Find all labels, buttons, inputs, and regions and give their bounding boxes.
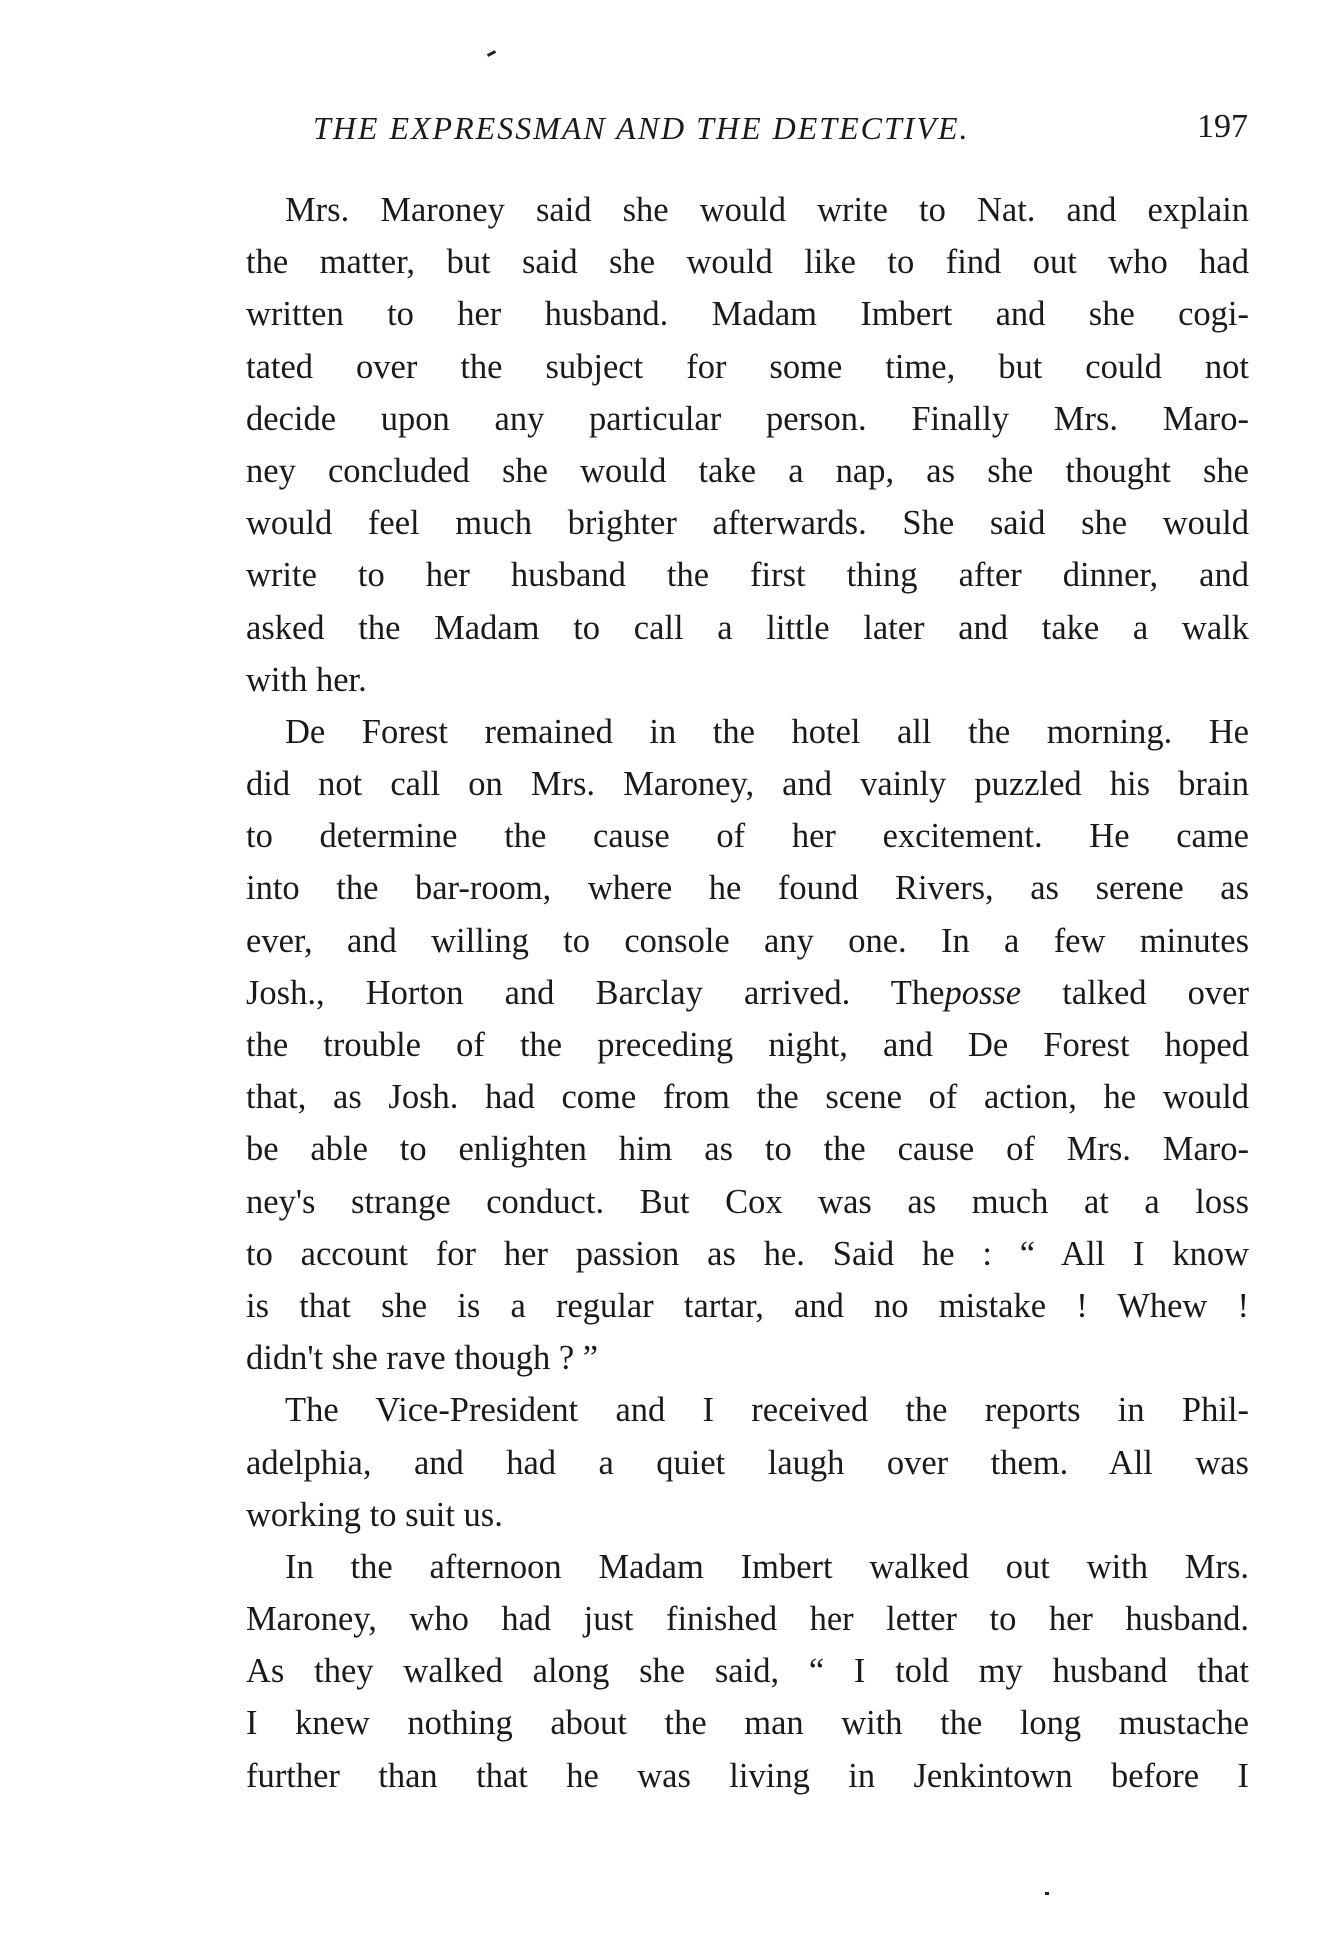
body-text	[246, 184, 1249, 1802]
text-line: into the bar-room, where he found Rivers, as serene as	[246, 869, 1249, 908]
text-line: that, as Josh. had come from the scene of action, he would	[246, 1078, 1249, 1117]
text-line: adelphia, and had a quiet laugh over them. All was	[246, 1443, 1249, 1482]
text-line: ney concluded she would take a nap, as she thought she	[246, 451, 1249, 490]
text-line-with-italic	[246, 967, 1249, 1019]
text-line: the matter, but said she would like to find out who had	[246, 243, 1249, 282]
text-line: Maroney, who had just finished her letter to her husband.	[246, 1600, 1249, 1639]
text-segment: Josh., Horton and Barclay arrived.	[246, 973, 851, 1012]
page-number: 197	[1197, 108, 1248, 145]
text-line: would feel much brighter afterwards. She said she would	[246, 504, 1249, 543]
text-line: Mrs. Maroney said she would write to Nat. and explain	[285, 191, 1249, 229]
text-line: further than that he was living in Jenkintown before I	[246, 1756, 1249, 1795]
ink-speck	[487, 50, 496, 57]
text-line: did not call on Mrs. Maroney, and vainly puzzled his brain	[246, 765, 1249, 804]
running-head	[313, 104, 1248, 154]
text-line: write to her husband the first thing after dinner, and	[246, 556, 1249, 595]
text-line: the trouble of the preceding night, and De Forest hoped	[246, 1026, 1249, 1064]
text-line: tated over the subject for some time, but could not	[246, 347, 1249, 386]
text-line: working to suit us.	[246, 1495, 503, 1534]
text-line: asked the Madam to call a little later and take a walk	[246, 608, 1249, 647]
text-line: As they walked along she said, “ I told my husband that	[246, 1652, 1249, 1691]
text-line: be able to enlighten him as to the cause of Mrs. Maro-	[246, 1130, 1249, 1169]
text-line: In the afternoon Madam Imbert walked out with Mrs.	[285, 1547, 1249, 1586]
text-line: decide upon any particular person. Finally Mrs. Maro-	[246, 399, 1249, 438]
text-line: to account for her passion as he. Said he : “ All I know	[246, 1234, 1249, 1273]
text-segment: The	[890, 973, 945, 1012]
ink-speck	[1045, 1892, 1049, 1895]
text-line: I knew nothing about the man with the long mustache	[246, 1704, 1249, 1743]
text-segment: talked over	[1062, 973, 1249, 1012]
text-line: written to her husband. Madam Imbert and she cogi-	[246, 295, 1249, 334]
text-line: didn't she rave though ? ”	[246, 1339, 599, 1378]
text-line: ever, and willing to console any one. In a few minutes	[246, 921, 1249, 960]
text-line: ney's strange conduct. But Cox was as much at a loss	[246, 1182, 1249, 1221]
running-title: THE EXPRESSMAN AND THE DETECTIVE.	[313, 110, 970, 146]
text-line: De Forest remained in the hotel all the morning. He	[285, 712, 1249, 751]
text-line: The Vice-President and I received the reports in Phil-	[285, 1391, 1249, 1430]
italic-word: posse	[944, 973, 1022, 1012]
text-line: to determine the cause of her excitement. He came	[246, 817, 1249, 856]
text-line: is that she is a regular tartar, and no mistake ! Whew !	[246, 1286, 1249, 1325]
text-line: with her.	[246, 660, 367, 699]
